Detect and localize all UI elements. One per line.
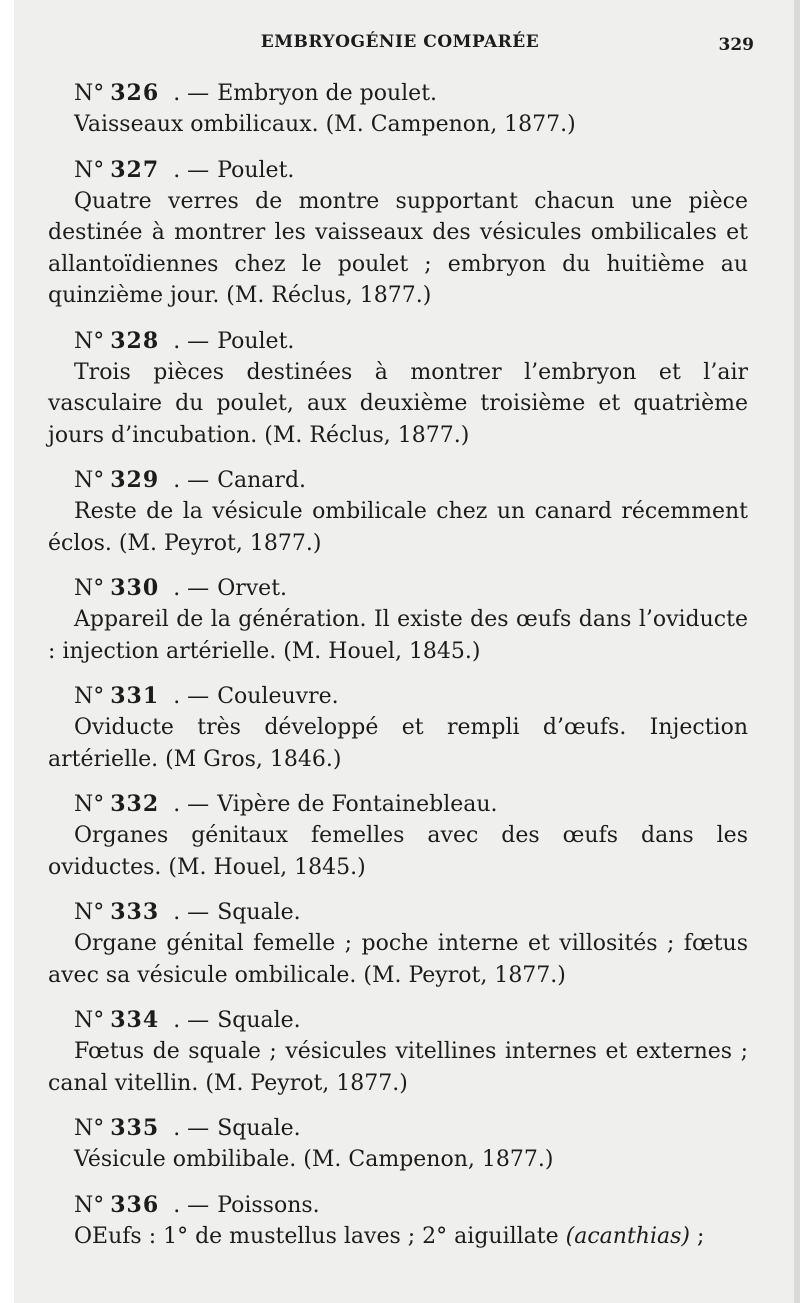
entry-number: 333 bbox=[110, 899, 160, 925]
entry-title: Poissons. bbox=[217, 1192, 320, 1218]
number-label: N° bbox=[74, 684, 105, 709]
catalog-entry bbox=[48, 1113, 748, 1176]
catalog-entry bbox=[48, 155, 748, 312]
entry-number: 331 bbox=[110, 683, 160, 709]
entry-description-end: ; bbox=[690, 1223, 705, 1249]
entry-number: 329 bbox=[110, 467, 160, 493]
entry-heading: N° 330 . — Orvet. bbox=[74, 575, 288, 601]
catalog-entry bbox=[48, 573, 748, 667]
page-number: 329 bbox=[718, 35, 754, 55]
number-label: N° bbox=[74, 1008, 105, 1033]
entry-heading: N° 334 . — Squale. bbox=[74, 1007, 301, 1033]
entry-number: 332 bbox=[110, 791, 160, 817]
entry-heading: N° 332 . — Vipère de Fontainebleau. bbox=[74, 791, 498, 817]
entry-title: Orvet. bbox=[217, 576, 288, 601]
entry-description: Fœtus de squale ; vésicules vitellines internes et externes ; canal vitellin. (M. Peyrot, 1877.) bbox=[48, 1039, 748, 1096]
entry-description: Organes génitaux femelles avec des œufs dans les oviductes. (M. Houel, 1845.) bbox=[48, 823, 748, 880]
entry-number: 326 bbox=[110, 80, 160, 106]
entry-title: Poulet. bbox=[217, 328, 295, 354]
header-title: EMBRYOGÉNIE COMPARÉE bbox=[260, 32, 540, 52]
entry-description: Vaisseaux ombilicaux. (M. Campenon, 1877.) bbox=[74, 112, 576, 137]
entry-description: Quatre verres de montre supportant chacun une pièce destinée à montrer les vaisseaux des vésicules ombilicales et allantoïdiennes chez le poulet ; embryon du huitième au quinzième jour. (M. Réclus, 1877.) bbox=[48, 188, 748, 308]
catalog-entry bbox=[48, 78, 748, 141]
entry-heading: N° 331 . — Couleuvre. bbox=[74, 683, 339, 709]
number-label: N° bbox=[74, 1192, 105, 1218]
catalog-entries bbox=[48, 78, 748, 1266]
entry-heading: N° 326 . — Embryon de poulet. bbox=[74, 80, 438, 106]
entry-description: Appareil de la génération. Il existe des œufs dans l’oviducte : injection artérielle. (M. Houel, 1845.) bbox=[48, 607, 748, 664]
entry-heading: N° 335 . — Squale. bbox=[74, 1115, 301, 1141]
entry-title: Canard. bbox=[217, 468, 307, 493]
entry-description bbox=[48, 1221, 748, 1253]
entry-description: Trois pièces destinées à montrer l’embryon et l’air vasculaire du poulet, aux deuxième troisième et quatrième jours d’incubation. (M. Réclus, 1877.) bbox=[48, 359, 748, 448]
number-label: N° bbox=[74, 792, 105, 817]
entry-number: 334 bbox=[110, 1007, 160, 1033]
catalog-entry bbox=[48, 1005, 748, 1099]
number-label: N° bbox=[74, 1116, 105, 1141]
catalog-entry bbox=[48, 465, 748, 559]
entry-description-text: OEufs : 1° de mustellus laves ; 2° aiguillate bbox=[74, 1223, 559, 1249]
entry-number: 328 bbox=[110, 327, 160, 354]
entry-heading: N° 327 . — Poulet. bbox=[74, 156, 295, 183]
catalog-entry bbox=[48, 897, 748, 991]
entry-description: Reste de la vésicule ombilicale chez un canard récemment éclos. (M. Peyrot, 1877.) bbox=[48, 499, 748, 556]
catalog-entry bbox=[48, 326, 748, 452]
entry-number: 327 bbox=[110, 156, 160, 183]
entry-title: Squale. bbox=[217, 1116, 301, 1141]
entry-heading: N° 328 . — Poulet. bbox=[74, 327, 295, 354]
entry-number: 330 bbox=[110, 575, 160, 601]
catalog-entry bbox=[48, 1190, 748, 1253]
number-label: N° bbox=[74, 81, 105, 106]
catalog-entry bbox=[48, 789, 748, 883]
entry-description: Oviducte très développé et rempli d’œufs. Injection artérielle. (M Gros, 1846.) bbox=[48, 715, 748, 772]
entry-title: Squale. bbox=[217, 1008, 301, 1033]
entry-heading: N° 336 . — Poissons. bbox=[74, 1191, 320, 1218]
number-label: N° bbox=[74, 468, 105, 493]
species-name-italic: (acanthias) bbox=[565, 1223, 690, 1249]
entry-number: 335 bbox=[110, 1115, 160, 1141]
number-label: N° bbox=[74, 328, 105, 354]
entry-heading: N° 333 . — Squale. bbox=[74, 899, 301, 925]
entry-number: 336 bbox=[110, 1191, 160, 1218]
entry-description: Vésicule ombilibale. (M. Campenon, 1877.) bbox=[74, 1147, 554, 1172]
entry-heading: N° 329 . — Canard. bbox=[74, 467, 307, 493]
number-label: N° bbox=[74, 900, 105, 925]
entry-title: Couleuvre. bbox=[217, 684, 339, 709]
running-header bbox=[0, 32, 800, 62]
number-label: N° bbox=[74, 576, 105, 601]
catalog-entry bbox=[48, 681, 748, 775]
scan-right-margin bbox=[794, 0, 800, 1303]
entry-title: Vipère de Fontainebleau. bbox=[217, 792, 498, 817]
entry-title: Poulet. bbox=[217, 157, 295, 183]
entry-description: Organe génital femelle ; poche interne et villosités ; fœtus avec sa vésicule ombilicale. (M. Peyrot, 1877.) bbox=[48, 931, 748, 988]
entry-title: Embryon de poulet. bbox=[217, 81, 438, 106]
number-label: N° bbox=[74, 157, 105, 183]
entry-title: Squale. bbox=[217, 900, 301, 925]
scan-left-margin bbox=[0, 0, 14, 1303]
